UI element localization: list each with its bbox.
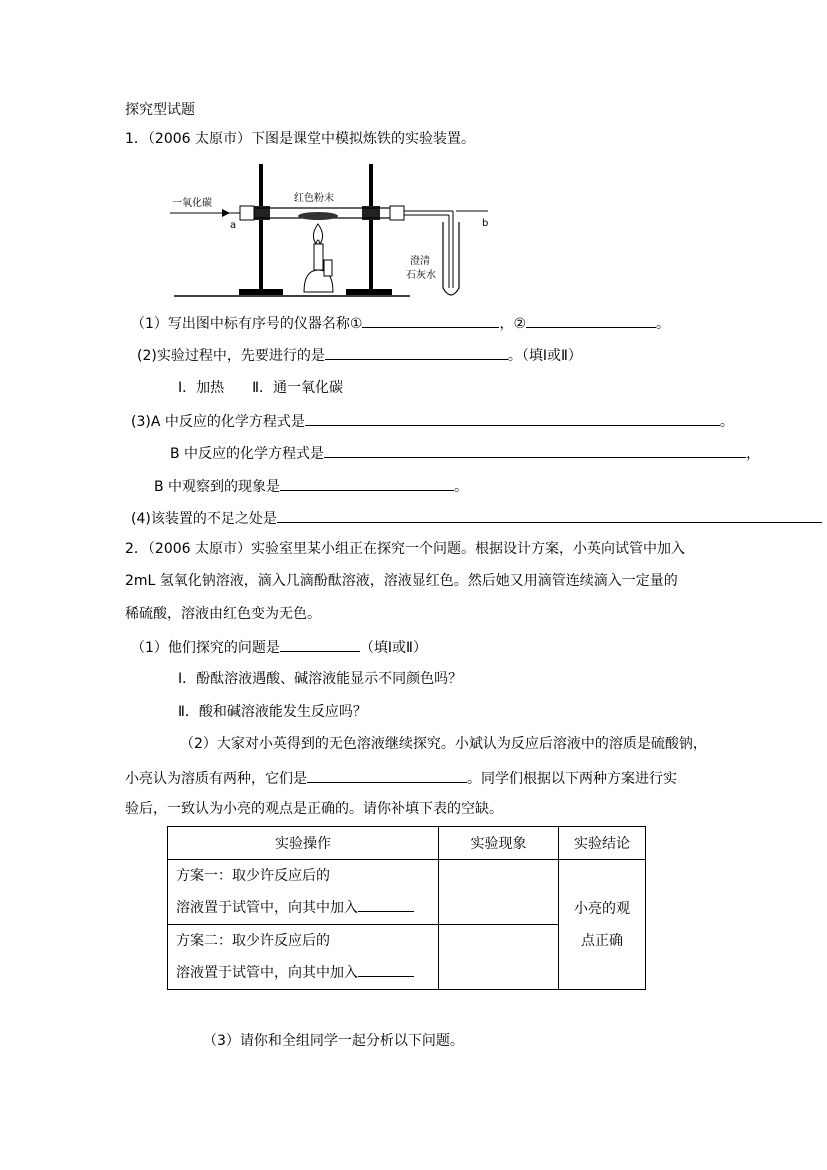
ironmaking-apparatus-figure <box>170 160 500 302</box>
q1-part4-prefix: (4)该装置的不足之处是 <box>131 511 277 527</box>
header-conclusion: 实验结论 <box>559 827 646 860</box>
red-powder <box>298 212 338 220</box>
plan-1-line-1: 方案一：取少许反应后的 <box>176 868 330 884</box>
q2-part1 <box>131 637 427 657</box>
document-title: 探究型试题 <box>125 102 195 118</box>
q1-part3b-prefix: B 中反应的化学方程式是 <box>170 446 325 462</box>
q1-part3c-prefix: B 中观察到的现象是 <box>154 479 281 495</box>
answer-blank-two-solutes[interactable] <box>307 768 467 783</box>
header-phenomenon: 实验现象 <box>439 827 559 860</box>
answer-blank-plan-2-reagent[interactable] <box>358 962 414 977</box>
q1-part1-mid: ，② <box>499 316 527 332</box>
table-header-row <box>168 827 646 860</box>
left-stand-rod <box>259 164 263 290</box>
q1-part2-options: Ⅰ．加热 Ⅱ．通一氧化碳 <box>178 380 344 396</box>
q2-stem-line-2: 2mL 氢氧化钠溶液，滴入几滴酚酞溶液，溶液显红色。然后她又用滴管连续滴入一定量的 <box>125 573 678 589</box>
q1-part2-prefix: (2)实验过程中，先要进行的是 <box>137 348 325 364</box>
q1-part3a-prefix: (3)A 中反应的化学方程式是 <box>131 414 305 430</box>
table-row <box>168 860 646 925</box>
q2-part2-line-1: （2）大家对小英得到的无色溶液继续探究。小斌认为反应后溶液中的溶质是硫酸钠， <box>180 736 707 752</box>
q2-part3: （3）请你和全组同学一起分析以下问题。 <box>203 1033 464 1049</box>
right-stopper <box>390 206 404 220</box>
q2-stem-line-3: 稀硫酸，溶液由红色变为无色。 <box>125 606 321 622</box>
test-tube <box>443 222 459 295</box>
burner-neck <box>314 244 323 270</box>
plan-2-line-2 <box>176 957 438 989</box>
q1-part3b-end: ， <box>746 446 761 462</box>
left-stopper <box>240 206 254 220</box>
q2-part1-suffix: （填Ⅰ或Ⅱ） <box>359 640 427 656</box>
q2-stem-line-1: 2．（2006 太原市）实验室里某小组正在探究一个问题。根据设计方案，小英向试管中加入 <box>125 541 685 557</box>
label-a: a <box>230 220 237 231</box>
plan-1-line-2 <box>176 892 438 924</box>
label-limewater-2: 石灰水 <box>406 270 436 281</box>
q1-part1-end: 。 <box>656 316 671 332</box>
q2-part2-line-3: 验后，一致认为小亮的观点是正确的。请你补填下表的空缺。 <box>125 801 503 817</box>
q1-part3a-end: 。 <box>719 414 734 430</box>
lamp-knob <box>324 260 332 276</box>
header-operation: 实验操作 <box>168 827 439 860</box>
conclusion-cell <box>559 860 646 990</box>
q1-part3c-end: 。 <box>454 479 469 495</box>
inlet-arrow <box>222 209 230 217</box>
answer-blank-equation-b[interactable] <box>324 443 746 458</box>
q1-stem: 1．（2006 太原市）下图是课堂中模拟炼铁的实验装置。 <box>125 131 475 147</box>
q2-part2-line-2-prefix: 小亮认为溶质有两种，它们是 <box>125 771 307 787</box>
q1-part3a <box>131 411 734 431</box>
q1-part4 <box>131 508 822 528</box>
plan-2-line-1: 方案二：取少许反应后的 <box>176 933 330 949</box>
q2-option-2: Ⅱ．酸和碱溶液能发生反应吗？ <box>178 704 367 720</box>
answer-blank-equation-a[interactable] <box>305 411 720 426</box>
right-stand-rod <box>369 164 373 290</box>
answer-blank-first-step[interactable] <box>325 345 508 360</box>
conclusion-line-2: 点正确 <box>581 932 623 949</box>
plan-1-phenomenon-cell[interactable] <box>439 860 559 925</box>
q2-part2-line-2-suffix: 。同学们根据以下两种方案进行实 <box>467 771 677 787</box>
q1-part3c <box>154 476 468 496</box>
plan-1-line-2-text: 溶液置于试管中，向其中加入 <box>176 900 358 916</box>
label-limewater-1: 澄清 <box>410 256 430 267</box>
answer-blank-plan-1-reagent[interactable] <box>358 897 414 912</box>
answer-blank-instrument-1[interactable] <box>362 313 499 328</box>
flame <box>313 224 322 244</box>
q1-part2 <box>137 345 582 365</box>
q1-part2-suffix: 。（填Ⅰ或Ⅱ） <box>507 348 582 364</box>
plan-2-phenomenon-cell[interactable] <box>439 925 559 990</box>
answer-blank-shortcoming[interactable] <box>277 508 822 523</box>
answer-blank-question-choice[interactable] <box>280 637 360 652</box>
q2-option-1: Ⅰ．酚酞溶液遇酸、碱溶液能显示不同颜色吗？ <box>178 671 463 687</box>
q1-part1-prefix: （1）写出图中标有序号的仪器名称① <box>131 316 363 332</box>
answer-blank-instrument-2[interactable] <box>526 313 656 328</box>
q2-part1-prefix: （1）他们探究的问题是 <box>131 640 280 656</box>
label-co: 一氧化碳 <box>172 198 212 209</box>
label-b: b <box>482 218 489 229</box>
conclusion-line-1: 小亮的观 <box>574 900 630 917</box>
plan-1-operation <box>168 860 439 925</box>
plan-2-operation <box>168 925 439 990</box>
q1-part1 <box>131 313 670 333</box>
label-red-powder: 红色粉末 <box>294 193 334 204</box>
q1-part3b <box>170 443 760 463</box>
experiment-table <box>167 826 646 990</box>
q2-part2-line-2 <box>125 768 677 788</box>
plan-2-line-2-text: 溶液置于试管中，向其中加入 <box>176 965 358 981</box>
answer-blank-phenomenon[interactable] <box>280 476 454 491</box>
